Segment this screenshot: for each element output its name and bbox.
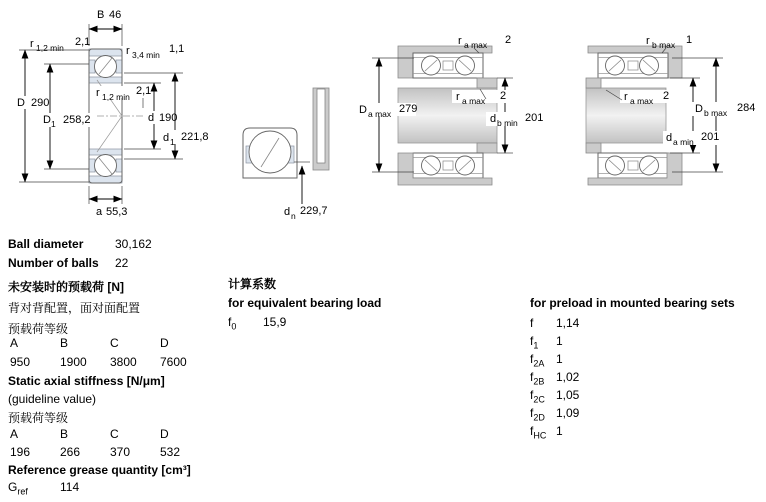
stiffness-value-d: 532 — [160, 445, 181, 459]
stiffness-header-a: A — [10, 427, 19, 441]
ball-diameter-value: 30,162 — [115, 237, 152, 251]
dim-r34-sub: 3,4 min — [132, 50, 160, 60]
preload-title: 未安装时的预载荷 [N] — [8, 280, 124, 294]
stiffness-header-c: C — [110, 427, 119, 441]
drawing-bearing-front-view — [243, 88, 329, 221]
preload-header-a: A — [10, 336, 19, 350]
technical-drawings — [0, 0, 766, 232]
dim-Da-label: D — [359, 104, 367, 116]
preload-value-c: 3800 — [110, 355, 137, 369]
factor-value: 15,9 — [263, 315, 287, 329]
dim-B-label: B — [97, 9, 105, 21]
dim-ra-mid-value: 2 — [663, 90, 670, 102]
dim-da-label: d — [666, 132, 673, 144]
dim-ra-mid-label: r — [624, 91, 628, 103]
dim-d1-sub: 1 — [170, 137, 175, 147]
factor-symbol: $f_0$ — [228, 315, 237, 332]
stiffness-header-b: B — [60, 427, 69, 441]
dim-a-label: a — [96, 206, 103, 218]
dim-db-value: 201 — [525, 112, 544, 124]
factor-value: 1 — [556, 334, 563, 348]
dim-D1-value: 258,2 — [63, 114, 91, 126]
preload-value-a: 950 — [10, 355, 31, 369]
number-of-balls-value: 22 — [115, 256, 129, 270]
dim-rb-top-sub: b max — [652, 40, 676, 50]
calc-title: 计算系数 — [228, 277, 277, 291]
dim-r12-mid-label: r — [96, 87, 100, 99]
factor-value: 1 — [556, 352, 563, 366]
grease-symbol: $G_{ref}$ — [8, 480, 28, 497]
stiffness-value-b: 266 — [60, 445, 81, 459]
stiffness-value-c: 370 — [110, 445, 131, 459]
factor-row-f2b — [530, 370, 580, 387]
factor-row-f2a — [530, 352, 563, 369]
factor-value: 1,02 — [556, 370, 580, 384]
dim-dn-sub: n — [291, 211, 296, 221]
dim-Db-sub: b max — [704, 108, 728, 118]
factor-symbol: $f_1$ — [530, 334, 539, 351]
dim-D-value: 290 — [31, 97, 50, 109]
dim-db-sub: b min — [497, 118, 518, 128]
dim-D1-label: D — [43, 114, 51, 126]
factor-row-f1 — [530, 334, 563, 351]
grease-row — [8, 480, 80, 497]
stiffness-header-d: D — [160, 427, 169, 441]
dim-r34-label: r — [126, 45, 130, 57]
dim-Da-sub: a max — [368, 109, 392, 119]
dim-ra-top-label: r — [458, 35, 462, 47]
dim-r34-value: 1,1 — [169, 43, 185, 55]
factor-row-fhc — [530, 424, 563, 441]
grease-title: Reference grease quantity [cm³] — [8, 463, 191, 477]
dim-B-value: 46 — [109, 9, 122, 21]
factor-value: 1 — [556, 424, 563, 438]
dim-d1-label: d — [163, 132, 170, 144]
spec-row-number-of-balls — [8, 256, 129, 270]
spec-row-ball-diameter — [8, 237, 152, 251]
dim-ra-top-value: 2 — [505, 34, 512, 46]
preload-mounted-title: for preload in mounted bearing sets — [530, 296, 735, 310]
dim-db-label: d — [490, 113, 497, 125]
dim-d-value: 190 — [159, 112, 178, 124]
dim-a-value: 55,3 — [106, 206, 128, 218]
factor-symbol: $f_{2D}$ — [530, 406, 545, 423]
dim-rb-top-label: r — [646, 35, 650, 47]
preload-header-c: C — [110, 336, 119, 350]
drawing-mounted-set-1 — [356, 34, 548, 185]
factor-symbol: $f_{2C}$ — [530, 388, 545, 405]
dim-da-sub: a min — [673, 137, 694, 147]
dim-r12-top-sub: 1,2 min — [36, 43, 64, 53]
ball-diameter-label: Ball diameter — [8, 237, 84, 251]
drawing-mounted-set-2 — [586, 34, 759, 185]
dim-D-label: D — [17, 97, 25, 109]
dim-Db-value: 284 — [737, 102, 756, 114]
stiffness-title: Static axial stiffness [N/μm] — [8, 374, 165, 388]
dim-r12-top-label: r — [30, 38, 34, 50]
factor-value: 1,05 — [556, 388, 580, 402]
stiffness-subtitle: (guideline value) — [8, 392, 97, 406]
dim-rb-top-value: 1 — [686, 34, 693, 46]
equivalent-load-title: for equivalent bearing load — [228, 296, 382, 310]
drawing-bearing-cross-section — [14, 9, 214, 218]
dim-r12-mid-sub: 1,2 min — [102, 92, 130, 102]
factor-row-f2c — [530, 388, 580, 405]
dim-Da-value: 279 — [399, 103, 418, 115]
factor-row-f2d — [530, 406, 580, 423]
dim-ra-top-sub: a max — [464, 40, 488, 50]
dim-da-value: 201 — [701, 131, 720, 143]
factor-value: 1,09 — [556, 406, 580, 420]
dim-ra-mid-label: r — [456, 91, 460, 103]
stiffness-value-a: 196 — [10, 445, 31, 459]
factor-symbol: $f_{2B}$ — [530, 370, 545, 387]
preload-header-b: B — [60, 336, 69, 350]
dim-r12-top-value: 2,1 — [75, 36, 91, 48]
grease-value: 114 — [60, 480, 80, 494]
dim-dn-label: d — [284, 206, 291, 218]
dim-ra-mid-value: 2 — [500, 90, 507, 102]
preload-class-label: 预载荷等级 — [8, 322, 69, 336]
preload-subtitle: 背对背配置，面对面配置 — [8, 301, 141, 315]
preload-value-b: 1900 — [60, 355, 87, 369]
factor-row-f0 — [228, 315, 287, 332]
dim-r12-mid-value: 2,1 — [136, 85, 152, 97]
dim-ra-mid-sub: a max — [630, 96, 654, 106]
preload-header-d: D — [160, 336, 169, 350]
dim-ra-mid-sub: a max — [462, 96, 486, 106]
factor-value: 1,14 — [556, 316, 580, 330]
dim-dn-value: 229,7 — [300, 205, 328, 217]
factor-row-f — [530, 316, 580, 332]
factor-symbol: f — [530, 316, 534, 330]
factor-symbol: $f_{2A}$ — [530, 352, 545, 369]
dim-d-label: d — [148, 112, 155, 124]
stiffness-class-label: 预载荷等级 — [8, 411, 69, 425]
factor-symbol: $f_{HC}$ — [530, 424, 547, 441]
preload-value-d: 7600 — [160, 355, 187, 369]
dim-d1-value: 221,8 — [181, 131, 209, 143]
dim-Db-label: D — [695, 103, 703, 115]
dim-D1-sub: 1 — [51, 119, 56, 129]
number-of-balls-label: Number of balls — [8, 256, 99, 270]
